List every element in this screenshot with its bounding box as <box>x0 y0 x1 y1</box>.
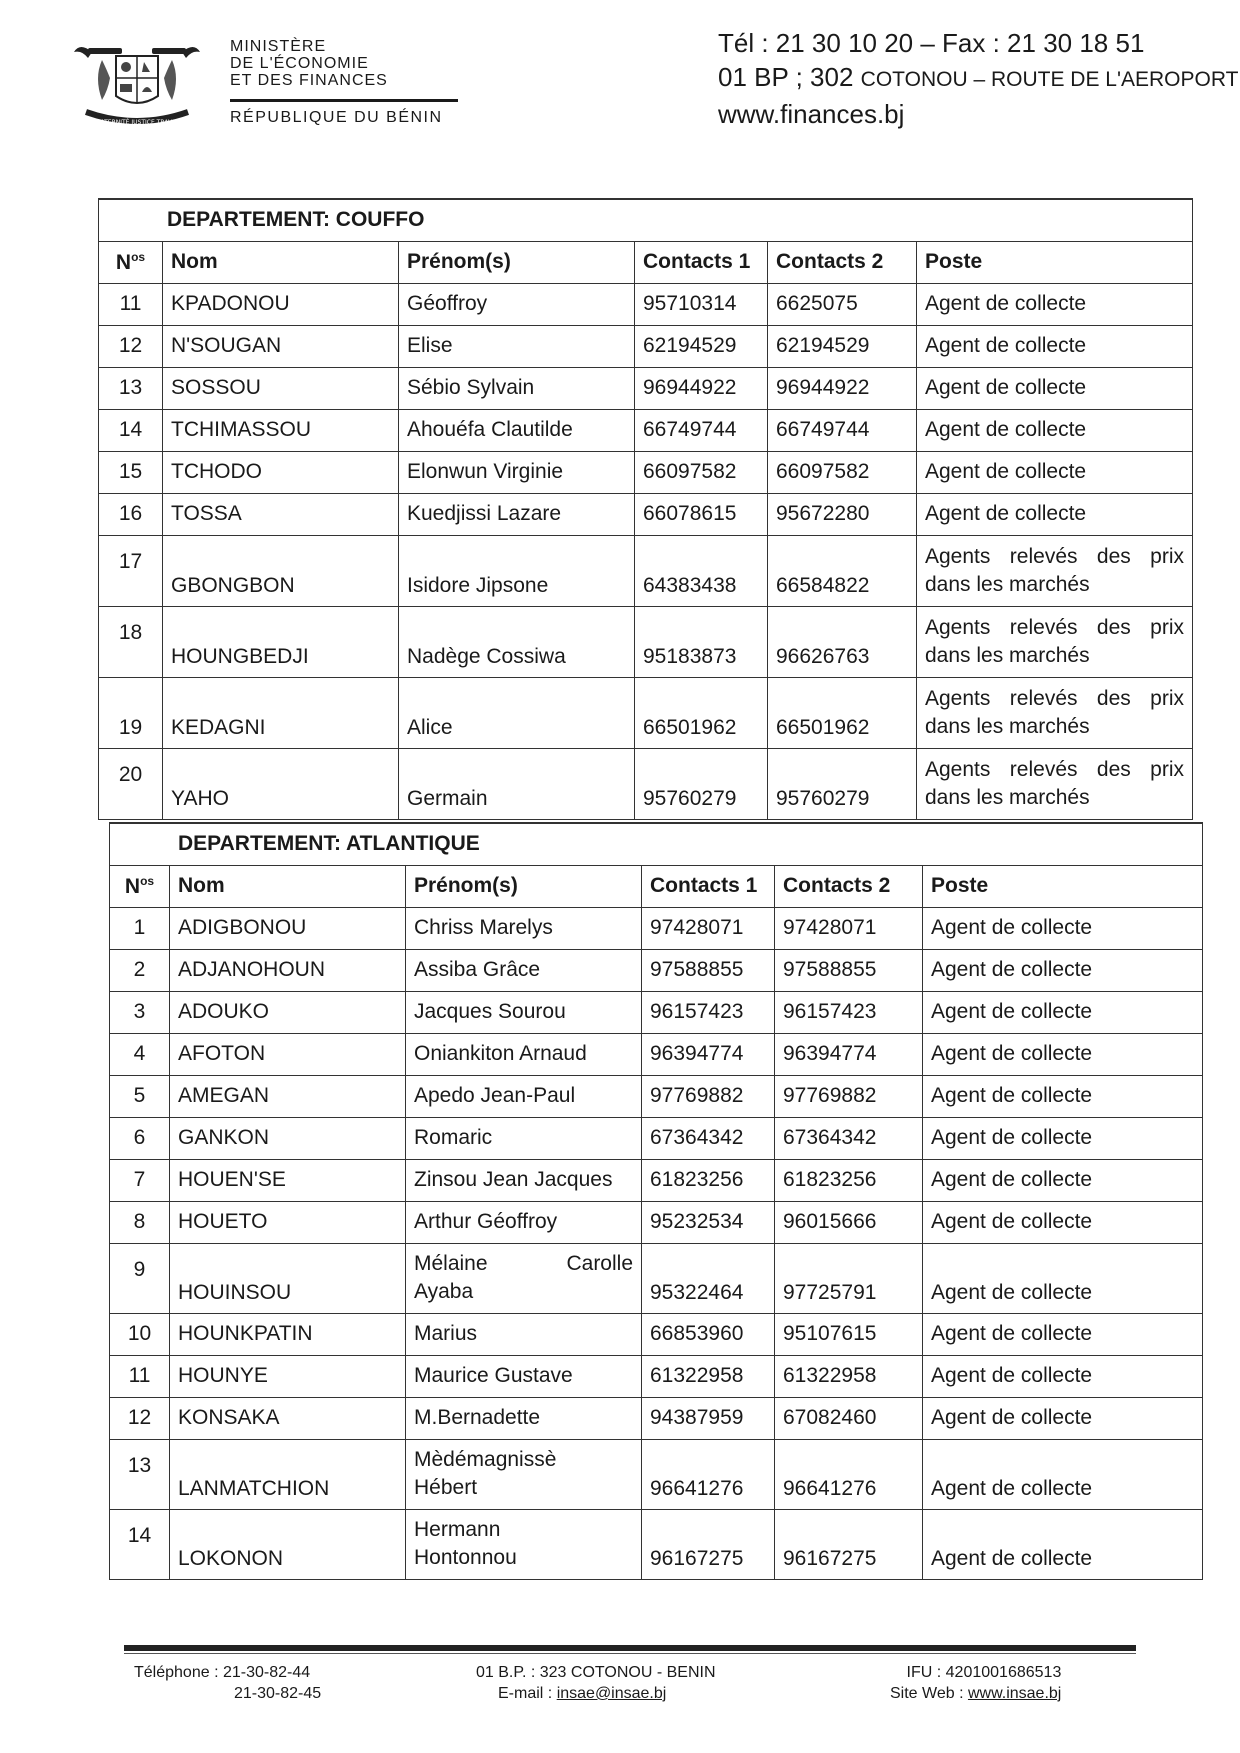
row-contact1: 66749744 <box>635 409 768 451</box>
row-prenom: Géoffroy <box>399 283 635 325</box>
row-num: 12 <box>99 325 163 367</box>
row-contact2: 66584822 <box>768 535 917 606</box>
poste-line: Agents relevés des prix <box>925 615 1185 639</box>
row-contact2: 96626763 <box>768 606 917 677</box>
row-nom: LOKONON <box>170 1509 406 1579</box>
row-prenom: Kuedjissi Lazare <box>399 493 635 535</box>
table-row <box>110 907 1203 949</box>
row-contact2: 96641276 <box>775 1439 923 1509</box>
row-prenom <box>406 1243 642 1313</box>
ministry-divider <box>230 99 458 102</box>
row-nom: ADOUKO <box>170 991 406 1033</box>
poste-line: dans les marchés <box>925 572 1090 596</box>
row-poste: Agent de collecte <box>923 1159 1203 1201</box>
table-row <box>110 991 1203 1033</box>
table-row <box>99 283 1193 325</box>
table-row <box>99 493 1193 535</box>
row-nom: YAHO <box>163 748 399 819</box>
row-poste <box>917 535 1193 606</box>
table-row <box>99 535 1193 606</box>
table-header-row <box>99 241 1193 283</box>
table-row <box>110 1201 1203 1243</box>
department-title: DEPARTEMENT: ATLANTIQUE <box>110 823 1203 865</box>
table-row <box>110 1117 1203 1159</box>
row-prenom: Arthur Géoffroy <box>406 1201 642 1243</box>
row-num: 14 <box>110 1509 170 1579</box>
row-nom: SOSSOU <box>163 367 399 409</box>
row-prenom: Elise <box>399 325 635 367</box>
row-prenom: Oniankiton Arnaud <box>406 1033 642 1075</box>
row-num: 13 <box>110 1439 170 1509</box>
row-contact2: 96157423 <box>775 991 923 1033</box>
row-prenom: Chriss Marelys <box>406 907 642 949</box>
column-header-prenom: Prénom(s) <box>399 241 635 283</box>
row-contact2: 97769882 <box>775 1075 923 1117</box>
row-prenom: Alice <box>399 677 635 748</box>
prenom-line: Hontonnou <box>414 1546 517 1569</box>
ministry-line: DE L'ÉCONOMIE <box>230 55 369 72</box>
row-nom: GBONGBON <box>163 535 399 606</box>
footer-ifu: IFU : 4201001686513 <box>906 1664 1062 1681</box>
row-poste: Agent de collecte <box>923 1509 1203 1579</box>
row-poste: Agent de collecte <box>917 283 1193 325</box>
row-contact1: 64383438 <box>635 535 768 606</box>
row-poste: Agent de collecte <box>923 1313 1203 1355</box>
footer-divider <box>124 1645 1136 1651</box>
department-table-atlantique <box>109 822 1203 1580</box>
row-contact1: 95232534 <box>642 1201 775 1243</box>
row-contact2: 6625075 <box>768 283 917 325</box>
column-header-num: $N^{os}$ <box>110 865 170 907</box>
poste-line: dans les marchés <box>925 643 1090 667</box>
prenom-line: Hébert <box>414 1476 478 1499</box>
row-contact2: 95760279 <box>768 748 917 819</box>
row-contact2: 62194529 <box>768 325 917 367</box>
row-contact1: 96157423 <box>642 991 775 1033</box>
row-num: 15 <box>99 451 163 493</box>
row-nom: TCHODO <box>163 451 399 493</box>
row-poste <box>917 677 1193 748</box>
row-num: 11 <box>110 1355 170 1397</box>
row-prenom: Jacques Sourou <box>406 991 642 1033</box>
row-contact1: 96641276 <box>642 1439 775 1509</box>
row-nom: HOUNYE <box>170 1355 406 1397</box>
row-nom: N'SOUGAN <box>163 325 399 367</box>
table-row <box>110 1397 1203 1439</box>
poste-line: dans les marchés <box>925 785 1090 809</box>
table-row <box>110 1159 1203 1201</box>
row-nom: HOUNKPATIN <box>170 1313 406 1355</box>
row-contact2: 66749744 <box>768 409 917 451</box>
table-row <box>110 1509 1203 1579</box>
row-num: 1 <box>110 907 170 949</box>
row-num: 14 <box>99 409 163 451</box>
row-nom: KEDAGNI <box>163 677 399 748</box>
row-contact1: 66501962 <box>635 677 768 748</box>
table-row <box>99 409 1193 451</box>
row-prenom: Maurice Gustave <box>406 1355 642 1397</box>
row-nom: KPADONOU <box>163 283 399 325</box>
footer-phones <box>134 1662 321 1704</box>
table-row <box>99 748 1193 819</box>
row-nom: HOUINSOU <box>170 1243 406 1313</box>
republic-name: RÉPUBLIQUE DU BÉNIN <box>230 109 443 126</box>
row-poste: Agent de collecte <box>923 1201 1203 1243</box>
column-header-poste: Poste <box>917 241 1193 283</box>
row-contact1: 96167275 <box>642 1509 775 1579</box>
table-header-row <box>110 865 1203 907</box>
row-num: 8 <box>110 1201 170 1243</box>
row-contact1: 66853960 <box>642 1313 775 1355</box>
row-poste: Agent de collecte <box>923 1355 1203 1397</box>
table-row <box>99 451 1193 493</box>
footer-address <box>476 1662 716 1704</box>
poste-line: Agents relevés des prix <box>925 686 1185 710</box>
row-contact2: 97725791 <box>775 1243 923 1313</box>
table-row <box>99 325 1193 367</box>
department-title: DEPARTEMENT: COUFFO <box>99 199 1193 241</box>
row-nom: AMEGAN <box>170 1075 406 1117</box>
postal-address <box>718 60 1238 97</box>
row-num: 3 <box>110 991 170 1033</box>
table-row <box>110 1033 1203 1075</box>
table-row <box>110 1355 1203 1397</box>
row-poste: Agent de collecte <box>923 1397 1203 1439</box>
row-num: 11 <box>99 283 163 325</box>
row-contact1: 95183873 <box>635 606 768 677</box>
footer-ifu-web <box>890 1662 1061 1704</box>
row-poste: Agent de collecte <box>917 493 1193 535</box>
column-header-contacts2: Contacts 2 <box>768 241 917 283</box>
column-header-nom: Nom <box>163 241 399 283</box>
footer-web: Site Web : www.insae.bj <box>890 1685 1062 1702</box>
row-poste: Agent de collecte <box>917 451 1193 493</box>
row-nom: TCHIMASSOU <box>163 409 399 451</box>
footer-email-link[interactable]: insae@insae.bj <box>556 1685 667 1702</box>
table-row <box>99 677 1193 748</box>
row-prenom: Marius <box>406 1313 642 1355</box>
row-contact2: 61322958 <box>775 1355 923 1397</box>
prenom-line: Mèdémagnissè <box>414 1448 557 1471</box>
row-num: 12 <box>110 1397 170 1439</box>
letterhead <box>0 0 1240 150</box>
ministry-line: ET DES FINANCES <box>230 72 388 89</box>
row-poste: Agent de collecte <box>923 1033 1203 1075</box>
row-nom: HOUNGBEDJI <box>163 606 399 677</box>
row-prenom: Germain <box>399 748 635 819</box>
row-num: 19 <box>99 677 163 748</box>
row-poste: Agent de collecte <box>917 409 1193 451</box>
row-contact2: 96015666 <box>775 1201 923 1243</box>
prenom-line: Hermann <box>414 1518 501 1541</box>
poste-line: Agents relevés des prix <box>925 757 1185 781</box>
row-prenom <box>406 1439 642 1509</box>
row-num: 7 <box>110 1159 170 1201</box>
postal-city-road: COTONOU – ROUTE DE L'AEROPORT <box>860 68 1239 91</box>
ministry-name <box>230 38 388 89</box>
row-contact2: 96394774 <box>775 1033 923 1075</box>
column-header-prenom: Prénom(s) <box>406 865 642 907</box>
row-contact1: 94387959 <box>642 1397 775 1439</box>
row-prenom: Romaric <box>406 1117 642 1159</box>
footer-email: E-mail : insae@insae.bj <box>498 1685 667 1702</box>
row-poste: Agent de collecte <box>923 907 1203 949</box>
table-row <box>110 1075 1203 1117</box>
row-num: 16 <box>99 493 163 535</box>
row-contact2: 66097582 <box>768 451 917 493</box>
row-prenom: Apedo Jean-Paul <box>406 1075 642 1117</box>
row-prenom: Elonwun Virginie <box>399 451 635 493</box>
table-row <box>110 1439 1203 1509</box>
column-header-contacts2: Contacts 2 <box>775 865 923 907</box>
row-num: 6 <box>110 1117 170 1159</box>
row-prenom: Nadège Cossiwa <box>399 606 635 677</box>
row-poste: Agent de collecte <box>923 991 1203 1033</box>
row-poste <box>917 606 1193 677</box>
row-contact1: 96394774 <box>642 1033 775 1075</box>
row-nom: HOUETO <box>170 1201 406 1243</box>
phone-fax: Tél : 21 30 10 20 – Fax : 21 30 18 51 <box>718 28 1145 58</box>
row-poste: Agent de collecte <box>923 1439 1203 1509</box>
column-header-nom: Nom <box>170 865 406 907</box>
row-num: 13 <box>99 367 163 409</box>
row-prenom: Isidore Jipsone <box>399 535 635 606</box>
row-poste <box>917 748 1193 819</box>
row-nom: TOSSA <box>163 493 399 535</box>
column-header-contacts1: Contacts 1 <box>642 865 775 907</box>
table-row <box>99 606 1193 677</box>
row-poste: Agent de collecte <box>917 325 1193 367</box>
emblem-motto: FRATERNITÉ JUSTICE TRAVAIL <box>93 119 181 126</box>
row-contact2: 96944922 <box>768 367 917 409</box>
row-contact1: 61823256 <box>642 1159 775 1201</box>
prenom-line: Mélaine Carolle <box>414 1252 633 1275</box>
row-num: 2 <box>110 949 170 991</box>
postal-box: 01 BP ; 302 <box>718 62 854 92</box>
row-contact1: 95760279 <box>635 748 768 819</box>
prenom-line: Ayaba <box>414 1280 474 1303</box>
department-table-couffo <box>98 198 1193 820</box>
row-poste: Agent de collecte <box>923 1075 1203 1117</box>
row-poste: Agent de collecte <box>917 367 1193 409</box>
row-prenom: Assiba Grâce <box>406 949 642 991</box>
coat-of-arms-icon <box>72 38 202 134</box>
row-poste: Agent de collecte <box>923 1243 1203 1313</box>
footer-divider-thin <box>124 1653 1136 1654</box>
footer-web-link[interactable]: www.insae.bj <box>967 1685 1062 1702</box>
ministry-contacts <box>718 26 1238 131</box>
row-num: 17 <box>99 535 163 606</box>
row-prenom <box>406 1509 642 1579</box>
column-header-contacts1: Contacts 1 <box>635 241 768 283</box>
row-contact2: 67082460 <box>775 1397 923 1439</box>
table-row <box>99 367 1193 409</box>
row-prenom: M.Bernadette <box>406 1397 642 1439</box>
row-num: 20 <box>99 748 163 819</box>
row-contact1: 97428071 <box>642 907 775 949</box>
ministry-line: MINISTÈRE <box>230 38 327 55</box>
row-prenom: Zinsou Jean Jacques <box>406 1159 642 1201</box>
row-nom: LANMATCHION <box>170 1439 406 1509</box>
row-contact1: 61322958 <box>642 1355 775 1397</box>
column-header-poste: Poste <box>923 865 1203 907</box>
row-num: 9 <box>110 1243 170 1313</box>
row-nom: KONSAKA <box>170 1397 406 1439</box>
row-contact2: 67364342 <box>775 1117 923 1159</box>
row-contact1: 95322464 <box>642 1243 775 1313</box>
row-prenom: Ahouéfa Clautilde <box>399 409 635 451</box>
row-num: 10 <box>110 1313 170 1355</box>
row-contact2: 97428071 <box>775 907 923 949</box>
table-row <box>110 1313 1203 1355</box>
row-contact2: 97588855 <box>775 949 923 991</box>
row-contact1: 62194529 <box>635 325 768 367</box>
row-nom: ADJANOHOUN <box>170 949 406 991</box>
row-contact2: 95107615 <box>775 1313 923 1355</box>
poste-line: dans les marchés <box>925 714 1090 738</box>
poste-line: Agents relevés des prix <box>925 544 1185 568</box>
footer-bp: 01 B.P. : 323 COTONOU - BENIN <box>476 1664 716 1681</box>
row-num: 4 <box>110 1033 170 1075</box>
row-contact1: 95710314 <box>635 283 768 325</box>
row-nom: HOUEN'SE <box>170 1159 406 1201</box>
column-header-num: $N^{os}$ <box>99 241 163 283</box>
row-contact1: 97588855 <box>642 949 775 991</box>
row-contact1: 67364342 <box>642 1117 775 1159</box>
row-num: 5 <box>110 1075 170 1117</box>
row-contact1: 66097582 <box>635 451 768 493</box>
row-contact2: 61823256 <box>775 1159 923 1201</box>
row-contact1: 97769882 <box>642 1075 775 1117</box>
row-contact2: 95672280 <box>768 493 917 535</box>
row-nom: ADIGBONOU <box>170 907 406 949</box>
row-poste: Agent de collecte <box>923 1117 1203 1159</box>
row-contact2: 66501962 <box>768 677 917 748</box>
footer-phone-1: Téléphone : 21-30-82-44 <box>134 1664 311 1681</box>
row-contact1: 66078615 <box>635 493 768 535</box>
row-nom: GANKON <box>170 1117 406 1159</box>
ministry-website-link[interactable]: www.finances.bj <box>718 99 905 129</box>
row-prenom: Sébio Sylvain <box>399 367 635 409</box>
row-poste: Agent de collecte <box>923 949 1203 991</box>
row-nom: AFOTON <box>170 1033 406 1075</box>
footer-phone-2: 21-30-82-45 <box>234 1685 322 1702</box>
table-row <box>110 949 1203 991</box>
row-contact2: 96167275 <box>775 1509 923 1579</box>
row-num: 18 <box>99 606 163 677</box>
table-row <box>110 1243 1203 1313</box>
row-contact1: 96944922 <box>635 367 768 409</box>
